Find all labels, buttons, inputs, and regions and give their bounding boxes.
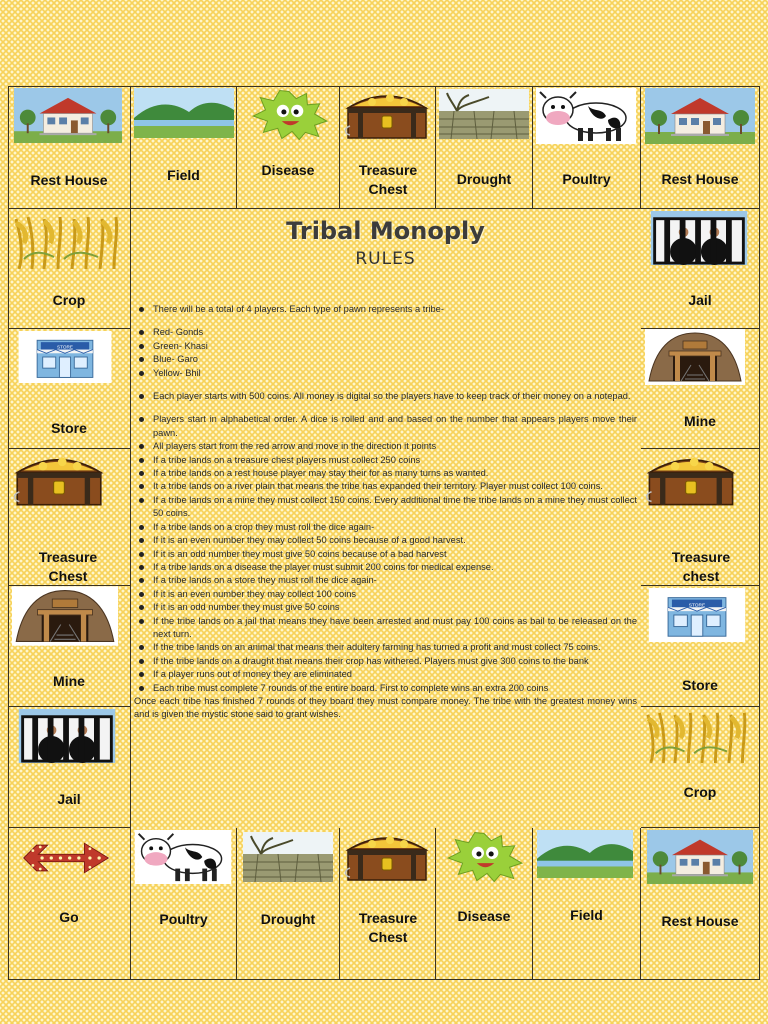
space-store-left (8, 329, 131, 449)
jail-icon (12, 709, 122, 763)
space-rest-house-top-left (8, 86, 131, 209)
treasure-chest-icon (643, 449, 739, 509)
rule-item: There will be a total of 4 players. Each type of pawn represents a tribe- (134, 303, 637, 316)
space-label: Treasure Chest (358, 162, 418, 197)
crop-icon (644, 709, 754, 763)
store-icon (12, 331, 118, 383)
space-treasure-chest-bottom (340, 828, 436, 980)
space-label: Poultry (159, 911, 208, 927)
rule-item: If the tribe lands on a jail that means they have been arrested and must pay 100 coins as bail to be released on the next turn. (134, 615, 637, 642)
rule-item: Green- Khasi (134, 340, 637, 353)
disease-icon (438, 830, 530, 882)
rules-list (134, 303, 637, 722)
space-jail-left (8, 707, 131, 828)
space-treasure-chest-top (340, 86, 436, 209)
rest-house-icon (645, 830, 755, 884)
rule-item: If it is an even number they may collect 100 coins (134, 588, 637, 601)
space-treasure-chest-right (641, 449, 760, 586)
space-rest-house-top-right (641, 86, 760, 209)
field-icon (536, 830, 634, 878)
rule-item: If it is an odd number they must give 50 coins (134, 601, 637, 614)
poultry-icon (536, 88, 636, 144)
rule-item: If a tribe lands on a crop they must roll the dice again- (134, 521, 637, 534)
rule-item: All players start from the red arrow and move in the direction it points (134, 440, 637, 453)
space-rest-house-bottom-right (641, 828, 760, 980)
space-label: Jail (688, 292, 712, 308)
space-label: Crop (52, 292, 86, 308)
space-label: Mine (684, 413, 716, 429)
drought-icon (439, 88, 529, 140)
rule-item: It a tribe lands on a river plain that means the tribe has expanded their territory. Player must collect 100 coins. (134, 480, 637, 493)
store-icon (645, 588, 749, 642)
rule-item: If a player runs out of money they are eliminated (134, 668, 637, 681)
rule-item: Each tribe must complete 7 rounds of the entire board. First to complete wins an extra 200 coins (134, 682, 637, 695)
rule-item: If a tribe lands on a mine they must collect 150 coins. Every additional time the tribe lands on a mine they must collect 50 coins. (134, 494, 637, 521)
treasure-chest-icon (342, 86, 432, 142)
rule-item: If a tribe lands on a store they must roll the dice again- (134, 574, 637, 587)
rule-item: If a tribe lands on a treasure chest players must collect 250 coins (134, 454, 637, 467)
space-label: Store (682, 677, 718, 693)
rule-item: If the tribe lands on an animal that means their adultery farming has turned a profit and must collect 75 coins. (134, 641, 637, 654)
space-mine-right (641, 329, 760, 449)
space-field-bottom (533, 828, 641, 980)
rule-item: If the tribe lands on a draught that means their crop has withered. Players must give 300 coins to the bank (134, 655, 637, 668)
rule-item: Players start in alphabetical order. A dice is rolled and and based on the number that appears players move their pawn. (134, 413, 637, 440)
space-disease-top (237, 86, 340, 209)
jail-icon (647, 211, 751, 265)
space-mine-left (8, 586, 131, 707)
space-label: Store (51, 420, 87, 436)
rule-item: If a tribe lands on a disease the player must submit 200 coins for medical expense. (134, 561, 637, 574)
rule-item: Blue- Garo (134, 353, 637, 366)
field-icon (134, 88, 234, 138)
space-disease-bottom (436, 828, 533, 980)
space-label: Field (167, 167, 200, 183)
space-label: Treasure chest (671, 549, 731, 584)
space-label: Rest House (661, 171, 739, 187)
space-label: Drought (456, 171, 512, 187)
crop-icon (12, 213, 126, 269)
space-label: Rest House (30, 172, 108, 188)
space-label: Rest House (661, 913, 739, 929)
space-label: Go (59, 909, 79, 925)
space-store-right (641, 586, 760, 707)
rules-heading: RULES (355, 249, 416, 269)
space-label: Disease (261, 162, 315, 178)
treasure-chest-icon (10, 449, 108, 509)
rule-item: If it is an even number they may collect 50 coins because of a good harvest. (134, 534, 637, 547)
space-treasure-chest-left (8, 449, 131, 586)
space-label: Jail (57, 791, 81, 807)
rule-item: If a tribe lands on a rest house player may stay their for as many turns as wanted. (134, 467, 637, 480)
space-label: Mine (53, 673, 85, 689)
rule-item: Red- Gonds (134, 326, 637, 339)
rest-house-icon (11, 88, 125, 143)
space-jail-right (641, 209, 760, 329)
go-arrow-icon (20, 838, 112, 878)
space-label: Disease (457, 908, 511, 924)
rules-panel (130, 209, 641, 828)
rule-item: Once each tribe has finished 7 rounds of they board they must compare money. The tribe with the greatest money wins and is given the mystic stone said to grant wishes. (134, 695, 637, 720)
rule-item: Each player starts with 500 coins. All money is digital so the players have to keep track of their money on a notepad. (134, 390, 637, 403)
drought-icon (243, 830, 333, 884)
space-poultry-top (533, 86, 641, 209)
space-label: Drought (260, 911, 316, 927)
space-poultry-bottom (131, 828, 237, 980)
mine-icon (12, 586, 118, 646)
rest-house-icon (645, 88, 755, 144)
rule-item: If it is an odd number they must give 50 coins because of a bad harvest (134, 548, 637, 561)
space-field-top (131, 86, 237, 209)
poultry-icon (134, 830, 232, 884)
treasure-chest-icon (342, 828, 432, 884)
space-go (8, 828, 131, 980)
disease-icon (243, 88, 335, 140)
space-crop-right (641, 707, 760, 828)
space-crop-left (8, 209, 131, 329)
game-title: Tribal Monoply (286, 217, 485, 245)
space-label: Poultry (562, 171, 611, 187)
rule-item: Yellow- Bhil (134, 367, 637, 380)
mine-icon (645, 329, 745, 385)
space-label: Treasure Chest (358, 910, 418, 945)
space-drought-top (436, 86, 533, 209)
space-label: Field (570, 907, 603, 923)
space-label: Treasure Chest (38, 549, 98, 584)
space-drought-bottom (237, 828, 340, 980)
space-label: Crop (683, 784, 717, 800)
